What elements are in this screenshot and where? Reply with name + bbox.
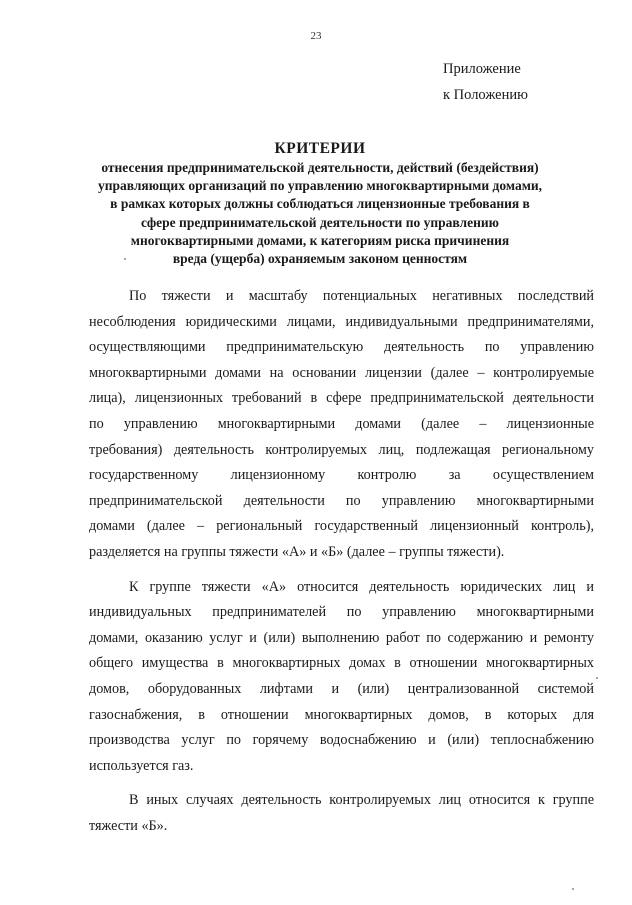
- paragraph-line: домами, оказанию услуг и (или) выполнению работ по содержанию и ремонту: [89, 629, 594, 646]
- paragraph-line: В иных случаях деятельность контролируемых лиц относится к группе: [129, 792, 594, 809]
- scan-speck: [124, 258, 126, 260]
- paragraph-line: используется газ.: [89, 757, 194, 774]
- paragraph-line: по управлению многоквартирными домами (далее – лицензионные: [89, 415, 594, 432]
- title-subtitle-line: управляющих организаций по управлению многоквартирными домами,: [97, 178, 543, 194]
- paragraph-line: производства услуг по горячему водоснабжению и (или) теплоснабжению: [89, 732, 594, 749]
- title-subtitle-line: в рамках которых должны соблюдаться лицензионные требования в: [110, 196, 530, 212]
- paragraph-group-a: [89, 575, 594, 780]
- document-body: [89, 284, 594, 848]
- paragraph-line: общего имущества в многоквартирных домах в отношении многоквартирных: [89, 655, 594, 672]
- paragraph-line: По тяжести и масштабу потенциальных негативных последствий: [129, 288, 594, 304]
- paragraph-line: домов, оборудованных лифтами и (или) централизованной системой: [89, 680, 594, 697]
- paragraph-line: несоблюдения юридическими лицами, индивидуальными предпринимателями,: [89, 313, 594, 330]
- paragraph-line: предпринимательской деятельности по управлению многоквартирными: [89, 492, 594, 509]
- paragraph-severity-groups: [89, 284, 594, 566]
- paragraph-line: разделяется на группы тяжести «А» и «Б» (далее – группы тяжести).: [89, 543, 505, 560]
- paragraph-line: многоквартирными домами на основании лицензии (далее – контролируемые: [89, 364, 594, 381]
- page-number: 23: [310, 30, 322, 42]
- appendix-line-1: Приложение: [443, 61, 521, 77]
- scan-speck: [596, 677, 598, 679]
- document-title: [60, 140, 580, 268]
- title-subtitle-line: многоквартирными домами, к категориям риска причинения: [130, 232, 510, 248]
- title-subtitle-line: отнесения предпринимательской деятельности, действий (бездействия): [101, 160, 539, 175]
- paragraph-line: тяжести «Б».: [89, 817, 168, 834]
- paragraph-line: газоснабжения, в отношении многоквартирных домов, в которых для: [89, 706, 594, 723]
- paragraph-line: индивидуальных предпринимателей по управлению многоквартирными: [89, 604, 594, 621]
- scan-speck: [572, 888, 574, 890]
- paragraph-group-b: [89, 788, 594, 839]
- appendix-line-2: к Положению: [443, 87, 528, 103]
- title-subtitle-line: сфере предпринимательской деятельности по управлению: [141, 214, 499, 230]
- title-subtitle-line: вреда (ущерба) охраняемым законом ценностям: [172, 251, 468, 267]
- paragraph-line: требования) деятельность контролируемых лиц, подлежащая региональному: [89, 441, 594, 458]
- title-heading: КРИТЕРИИ: [274, 140, 366, 157]
- paragraph-line: К группе тяжести «А» относится деятельность юридических лиц и: [129, 578, 594, 595]
- paragraph-line: осуществляющими предпринимательскую деятельность по управлению: [89, 339, 594, 356]
- paragraph-line: государственному лицензионному контролю за осуществлением: [89, 467, 594, 484]
- paragraph-line: лица), лицензионных требований в сфере предпринимательской деятельности: [89, 390, 594, 407]
- appendix-reference: [443, 56, 528, 108]
- paragraph-line: домами (далее – региональный государственный лицензионный контроль),: [89, 518, 594, 535]
